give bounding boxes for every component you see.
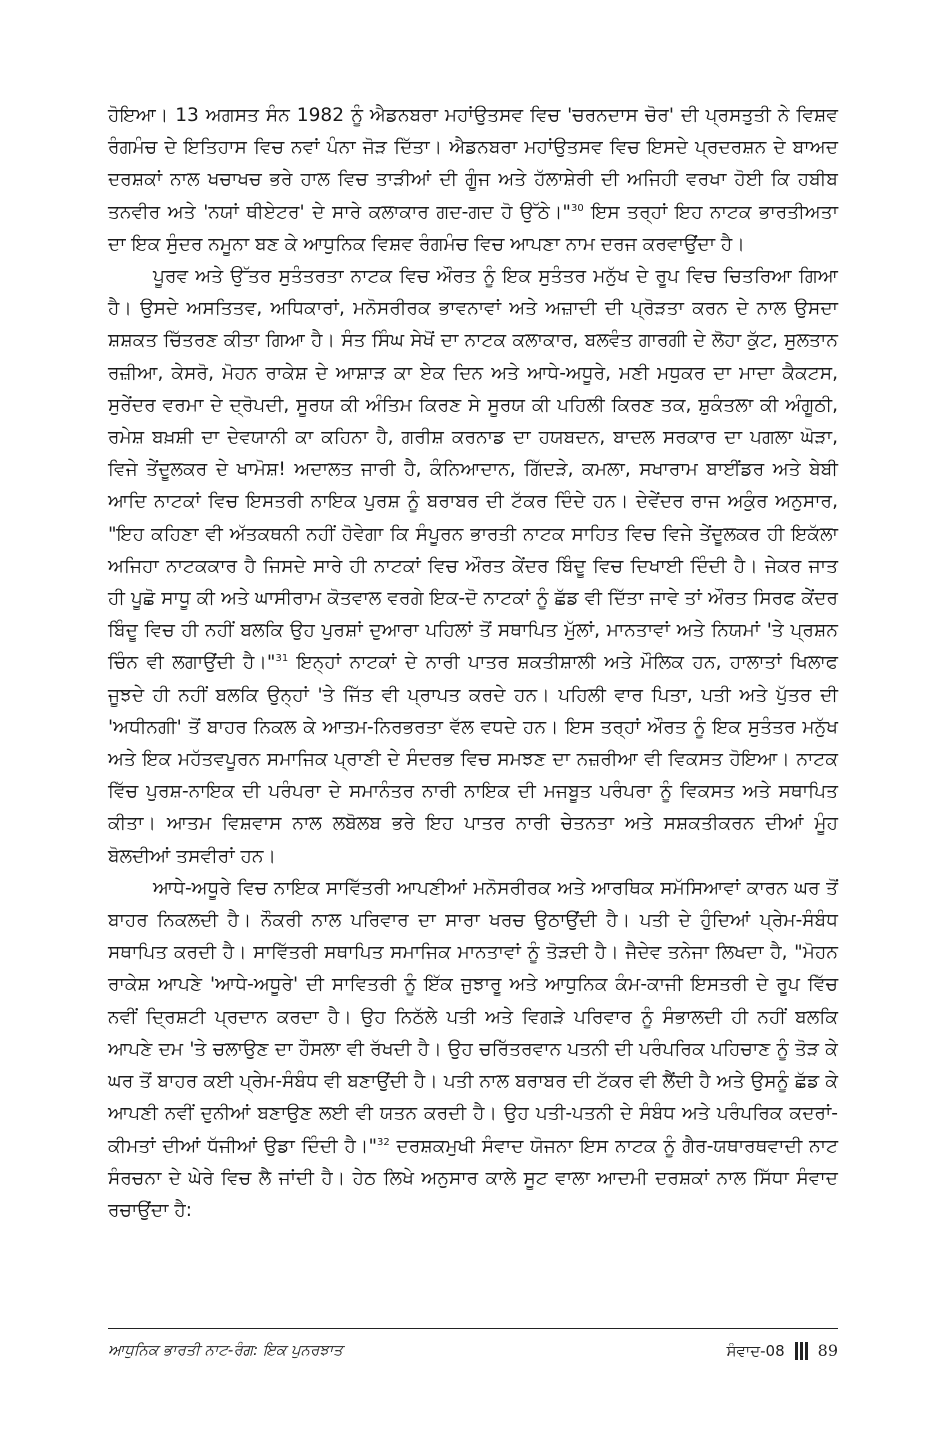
bars-ornament-icon <box>795 1342 808 1360</box>
footnote-marker-31: 31 <box>275 653 289 665</box>
footer-issue-label: ਸੰਵਾਦ-08 <box>726 1341 785 1360</box>
paragraph-2-text-a: ਪੂਰਵ ਅਤੇ ਉੱਤਰ ਸੁਤੰਤਰਤਾ ਨਾਟਕ ਵਿਚ ਔਰਤ ਨੂੰ ਇਕ ਸੁਤੰਤਰ ਮਨੁੱਖ ਦੇ ਰੂਪ ਵਿਚ ਚਿਤਰਿਆ ਗਿਆ ਹੈ। ਉਸਦੇ ਅਸਤਿਤਵ, ਅਧਿਕਾਰਾਂ, ਮਨੋਸਰੀਰਕ ਭਾਵਨਾਵਾਂ ਅਤੇ ਅਜ਼ਾਦੀ ਦੀ ਪ੍ਰੋੜਤਾ ਕਰਨ ਦੇ ਨਾਲ ਉਸਦਾ ਸ਼ਸ਼ਕਤ ਚਿੱਤਰਣ ਕੀਤਾ ਗਿਆ ਹੈ। ਸੰਤ ਸਿੰਘ ਸੇਖੋਂ ਦਾ ਨਾਟਕ ਕਲਾਕਾਰ, ਬਲਵੰਤ ਗਾਰਗੀ ਦੇ ਲੋਹਾ ਕੁੱਟ, ਸੁਲਤਾਨ ਰਜ਼ੀਆ, ਕੇਸਰੋ, ਮੋਹਨ ਰਾਕੇਸ਼ ਦੇ ਆਸ਼ਾੜ ਕਾ ਏਕ ਦਿਨ ਅਤੇ ਆਧੇ-ਅਧੂਰੇ, ਮਣੀ ਮਧੁਕਰ ਦਾ ਮਾਦਾ ਕੈਕਟਸ, ਸੁਰੇਂਦਰ ਵਰਮਾ ਦੇ ਦ੍ਰੋਪਦੀ, ਸੂਰਯ ਕੀ ਅੰਤਿਮ ਕਿਰਣ ਸੇ ਸੂਰਯ ਕੀ ਪਹਿਲੀ ਕਿਰਣ ਤਕ, ਸ਼ੁਕੰਤਲਾ ਕੀ ਅੰਗੂਠੀ, ਰਮੇਸ਼ ਬਖ਼ਸ਼ੀ ਦਾ ਦੇਵਯਾਨੀ ਕਾ ਕਹਿਨਾ ਹੈ, ਗਰੀਸ਼ ਕਰਨਾਡ ਦਾ ਹਯਬਦਨ, ਬਾਦਲ ਸਰਕਾਰ ਦਾ ਪਗਲਾ ਘੋੜਾ, ਵਿਜੇ ਤੇਂਦੂਲਕਰ ਦੇ ਖਾਮੋਸ਼! ਅਦਾਲਤ ਜਾਰੀ ਹੈ, ਕੰਨਿਆਦਾਨ, ਗਿੱਦੜੇ, ਕਮਲਾ, ਸਖਾਰਾਮ ਬਾਈਂਡਰ ਅਤੇ ਬੇਬੀ ਆਦਿ ਨਾਟਕਾਂ ਵਿਚ ਇਸਤਰੀ ਨਾਇਕ ਪੁਰਸ਼ ਨੂੰ ਬਰਾਬਰ ਦੀ ਟੱਕਰ ਦਿੰਦੇ ਹਨ। ਦੇਵੇਂਦਰ ਰਾਜ ਅਕੁੰਰ ਅਨੁਸਾਰ, "ਇਹ ਕਹਿਣਾ ਵੀ ਅੱਤਕਥਨੀ ਨਹੀਂ ਹੋਵੇਗਾ ਕਿ ਸੰਪੂਰਨ ਭਾਰਤੀ ਨਾਟਕ ਸਾਹਿਤ ਵਿਚ ਵਿਜੇ ਤੇਂਦੂਲਕਰ ਹੀ ਇਕੱਲਾ ਅਜਿਹਾ ਨਾਟਕਕਾਰ ਹੈ ਜਿਸਦੇ ਸਾਰੇ ਹੀ ਨਾਟਕਾਂ ਵਿਚ ਔਰਤ ਕੇਂਦਰ ਬਿੰਦੂ ਵਿਚ ਦਿਖਾਈ ਦਿੰਦੀ ਹੈ। ਜੇਕਰ ਜਾਤ ਹੀ ਪੂਛੋ ਸਾਧੂ ਕੀ ਅਤੇ ਘਾਸੀਰਾਮ ਕੋਤਵਾਲ ਵਰਗੇ ਇਕ-ਦੋ ਨਾਟਕਾਂ ਨੂੰ ਛੱਡ ਵੀ ਦਿੱਤਾ ਜਾਵੇ ਤਾਂ ਔਰਤ ਸਿਰਫ ਕੇਂਦਰ ਬਿੰਦੂ ਵਿਚ ਹੀ ਨਹੀਂ ਬਲਕਿ ਉਹ ਪੁਰਸ਼ਾਂ ਦੁਆਰਾ ਪਹਿਲਾਂ ਤੋਂ ਸਥਾਪਿਤ ਮੁੱਲਾਂ, ਮਾਨਤਾਵਾਂ ਅਤੇ ਨਿਯਮਾਂ 'ਤੇ ਪ੍ਰਸ਼ਨ ਚਿੰਨ ਵੀ ਲਗਾਉਂਦੀ ਹੈ।" <box>108 266 838 674</box>
paragraph-2-text-b: ਇਨ੍ਹਾਂ ਨਾਟਕਾਂ ਦੇ ਨਾਰੀ ਪਾਤਰ ਸ਼ਕਤੀਸ਼ਾਲੀ ਅਤੇ ਮੌਲਿਕ ਹਨ, ਹਾਲਾਤਾਂ ਖਿਲਾਫ ਜੂਝਦੇ ਹੀ ਨਹੀਂ ਬਲਕਿ ਉਨ੍ਹਾਂ 'ਤੇ ਜਿੱਤ ਵੀ ਪ੍ਰਾਪਤ ਕਰਦੇ ਹਨ। ਪਹਿਲੀ ਵਾਰ ਪਿਤਾ, ਪਤੀ ਅਤੇ ਪੁੱਤਰ ਦੀ 'ਅਧੀਨਗੀ' ਤੋਂ ਬਾਹਰ ਨਿਕਲ ਕੇ ਆਤਮ-ਨਿਰਭਰਤਾ ਵੱਲ ਵਧਦੇ ਹਨ। ਇਸ ਤਰ੍ਹਾਂ ਔਰਤ ਨੂੰ ਇਕ ਸੁਤੰਤਰ ਮਨੁੱਖ ਅਤੇ ਇਕ ਮਹੱਤਵਪੂਰਨ ਸਮਾਜਿਕ ਪ੍ਰਾਣੀ ਦੇ ਸੰਦਰਭ ਵਿਚ ਸਮਝਣ ਦਾ ਨਜ਼ਰੀਆ ਵੀ ਵਿਕਸਤ ਹੋਇਆ। ਨਾਟਕ ਵਿੱਚ ਪੁਰਸ਼-ਨਾਇਕ ਦੀ ਪਰੰਪਰਾ ਦੇ ਸਮਾਨੰਤਰ ਨਾਰੀ ਨਾਇਕ ਦੀ ਮਜਬੂਤ ਪਰੰਪਰਾ ਨੂੰ ਵਿਕਸਤ ਅਤੇ ਸਥਾਪਿਤ ਕੀਤਾ। ਆਤਮ ਵਿਸ਼ਵਾਸ ਨਾਲ ਲਬੋਲਬ ਭਰੇ ਇਹ ਪਾਤਰ ਨਾਰੀ ਚੇਤਨਤਾ ਅਤੇ ਸਸ਼ਕਤੀਕਰਨ ਦੀਆਂ ਮੂੰਹ ਬੋਲਦੀਆਂ ਤਸਵੀਰਾਂ ਹਨ। <box>108 652 838 867</box>
paragraph-3-text-a: ਆਧੇ-ਅਧੂਰੇ ਵਿਚ ਨਾਇਕ ਸਾਵਿੱਤਰੀ ਆਪਣੀਆਂ ਮਨੋਸਰੀਰਕ ਅਤੇ ਆਰਥਿਕ ਸਮੱਸਿਆਵਾਂ ਕਾਰਨ ਘਰ ਤੋਂ ਬਾਹਰ ਨਿਕਲਦੀ ਹੈ। ਨੌਕਰੀ ਨਾਲ ਪਰਿਵਾਰ ਦਾ ਸਾਰਾ ਖਰਚ ਉਠਾਉਂਦੀ ਹੈ। ਪਤੀ ਦੇ ਹੁੰਦਿਆਂ ਪ੍ਰੇਮ-ਸੰਬੰਧ ਸਥਾਪਿਤ ਕਰਦੀ ਹੈ। ਸਾਵਿੱਤਰੀ ਸਥਾਪਿਤ ਸਮਾਜਿਕ ਮਾਨਤਾਵਾਂ ਨੂੰ ਤੋੜਦੀ ਹੈ। ਜੈਦੇਵ ਤਨੇਜਾ ਲਿਖਦਾ ਹੈ, "ਮੋਹਨ ਰਾਕੇਸ਼ ਆਪਣੇ 'ਆਧੇ-ਅਧੂਰੇ' ਦੀ ਸਾਵਿਤਰੀ ਨੂੰ ਇੱਕ ਜੁਝਾਰੂ ਅਤੇ ਆਧੁਨਿਕ ਕੰਮ-ਕਾਜੀ ਇਸਤਰੀ ਦੇ ਰੂਪ ਵਿੱਚ ਨਵੀਂ ਦ੍ਰਿਸ਼ਟੀ ਪ੍ਰਦਾਨ ਕਰਦਾ ਹੈ। ਉਹ ਨਿਠੱਲੇ ਪਤੀ ਅਤੇ ਵਿਗੜੇ ਪਰਿਵਾਰ ਨੂੰ ਸੰਭਾਲਦੀ ਹੀ ਨਹੀਂ ਬਲਕਿ ਆਪਣੇ ਦਮ 'ਤੇ ਚਲਾਉਣ ਦਾ ਹੌਸਲਾ ਵੀ ਰੱਖਦੀ ਹੈ। ਉਹ ਚਰਿੱਤਰਵਾਨ ਪਤਨੀ ਦੀ ਪਰੰਪਰਿਕ ਪਹਿਚਾਣ ਨੂੰ ਤੋੜ ਕੇ ਘਰ ਤੋਂ ਬਾਹਰ ਕਈ ਪ੍ਰੇਮ-ਸੰਬੰਧ ਵੀ ਬਣਾਉਂਦੀ ਹੈ। ਪਤੀ ਨਾਲ ਬਰਾਬਰ ਦੀ ਟੱਕਰ ਵੀ ਲੈਂਦੀ ਹੈ ਅਤੇ ਉਸਨੂੰ ਛੱਡ ਕੇ ਆਪਣੀ ਨਵੀਂ ਦੁਨੀਆਂ ਬਣਾਉਣ ਲਈ ਵੀ ਯਤਨ ਕਰਦੀ ਹੈ। ਉਹ ਪਤੀ-ਪਤਨੀ ਦੇ ਸੰਬੰਧ ਅਤੇ ਪਰੰਪਰਿਕ ਕਦਰਾਂ-ਕੀਮਤਾਂ ਦੀਆਂ ਧੱਜੀਆਂ ਉਡਾ ਦਿੰਦੀ ਹੈ।" <box>108 877 838 1157</box>
footnote-marker-32: 32 <box>377 1136 390 1148</box>
footer-divider <box>108 1328 838 1329</box>
page-number: 89 <box>817 1341 838 1360</box>
footnote-marker-30: 30 <box>570 202 584 214</box>
footer-book-title: ਆਧੁਨਿਕ ਭਾਰਤੀ ਨਾਟ-ਰੰਗ: ਇਕ ਪੁਨਰਝਾਤ <box>108 1341 343 1359</box>
paragraph-1 <box>108 100 838 261</box>
paragraph-2 <box>108 261 838 873</box>
paragraph-1-text-b: ਇਸ ਤਰ੍ਹਾਂ ਇਹ ਨਾਟਕ ਭਾਰਤੀਅਤਾ ਦਾ ਇਕ ਸੁੰਦਰ ਨਮੂਨਾ ਬਣ ਕੇ ਆਧੁਨਿਕ ਵਿਸ਼ਵ ਰੰਗਮੰਚ ਵਿਚ ਆਪਣਾ ਨਾਮ ਦਰਜ ਕਰਵਾਉਂਦਾ ਹੈ। <box>108 201 839 255</box>
paragraph-3 <box>108 873 838 1227</box>
paragraph-3-text-b: ਦਰਸ਼ਕਮੁਖੀ ਸੰਵਾਦ ਯੋਜਨਾ ਇਸ ਨਾਟਕ ਨੂੰ ਗੈਰ-ਯਥਾਰਥਵਾਦੀ ਨਾਟ ਸੰਰਚਨਾ ਦੇ ਘੇਰੇ ਵਿਚ ਲੈ ਜਾਂਦੀ ਹੈ। ਹੇਠ ਲਿਖੇ ਅਨੁਸਾਰ ਕਾਲੇ ਸੂਟ ਵਾਲਾ ਆਦਮੀ ਦਰਸ਼ਕਾਂ ਨਾਲ ਸਿੱਧਾ ਸੰਵਾਦ ਰਚਾਉਂਦਾ ਹੈ: <box>108 1135 838 1221</box>
page-footer <box>108 1341 838 1367</box>
paragraph-1-text-a: ਹੋਇਆ। 13 ਅਗਸਤ ਸੰਨ 1982 ਨੂੰ ਐਡਨਬਰਾ ਮਹਾਂਉਤਸਵ ਵਿਚ 'ਚਰਨਦਾਸ ਚੋਰ' ਦੀ ਪ੍ਰਸਤੁਤੀ ਨੇ ਵਿਸ਼ਵ ਰੰਗਮੰਚ ਦੇ ਇਤਿਹਾਸ ਵਿਚ ਨਵਾਂ ਪੰਨਾ ਜੋੜ ਦਿੱਤਾ। ਐਡਨਬਰਾ ਮਹਾਂਉਤਸਵ ਵਿਚ ਇਸਦੇ ਪ੍ਰਦਰਸ਼ਨ ਦੇ ਬਾਅਦ ਦਰਸ਼ਕਾਂ ਨਾਲ ਖਚਾਖਚ ਭਰੇ ਹਾਲ ਵਿਚ ਤਾੜੀਆਂ ਦੀ ਗੂੰਜ ਅਤੇ ਹੱਲਾਸ਼ੇਰੀ ਦੀ ਅਜਿਹੀ ਵਰਖਾ ਹੋਈ ਕਿ ਹਬੀਬ ਤਨਵੀਰ ਅਤੇ 'ਨਯਾਂ ਥੀਏਟਰ' ਦੇ ਸਾਰੇ ਕਲਾਕਾਰ ਗਦ-ਗਦ ਹੋ ਉੱਠੇ।" <box>108 105 838 223</box>
page-body <box>108 100 838 1227</box>
footer-page-info <box>727 1341 838 1360</box>
